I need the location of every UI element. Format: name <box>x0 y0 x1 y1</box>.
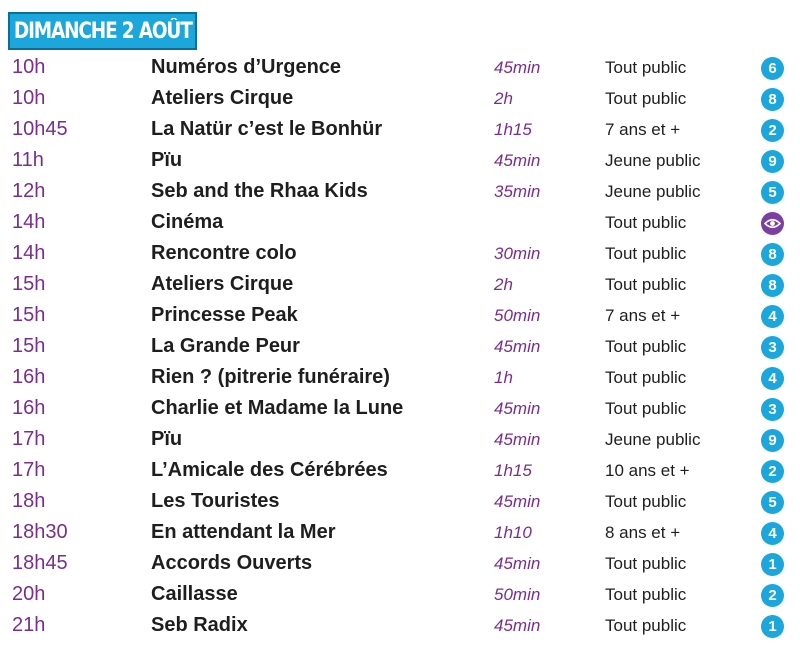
event-time: 17h <box>12 428 46 450</box>
schedule-row <box>0 518 800 549</box>
venue-badge: 4 <box>761 367 784 390</box>
event-title: En attendant la Mer <box>151 521 336 543</box>
schedule-row <box>0 394 800 425</box>
event-title: Accords Ouverts <box>151 552 313 574</box>
schedule-row <box>0 177 800 208</box>
event-title: Ateliers Cirque <box>151 87 294 109</box>
event-audience: Tout public <box>605 89 687 108</box>
venue-badge: 5 <box>761 181 784 204</box>
schedule-row <box>0 456 800 487</box>
event-time: 10h <box>12 56 46 78</box>
event-title: Seb Radix <box>151 614 248 636</box>
venue-badge: 2 <box>761 584 784 607</box>
event-audience: Tout public <box>605 275 687 294</box>
event-time: 18h30 <box>12 521 68 543</box>
event-time: 14h <box>12 211 46 233</box>
venue-badge: 4 <box>761 305 784 328</box>
schedule-row <box>0 239 800 270</box>
event-audience: Tout public <box>605 244 687 263</box>
event-title: Caillasse <box>151 583 238 605</box>
event-title: Seb and the Rhaa Kids <box>151 180 368 202</box>
event-duration: 45min <box>494 554 541 573</box>
event-duration: 1h10 <box>494 523 532 542</box>
schedule-row <box>0 425 800 456</box>
event-time: 18h45 <box>12 552 68 574</box>
schedule-list <box>0 53 800 642</box>
event-time: 12h <box>12 180 46 202</box>
schedule-row <box>0 580 800 611</box>
event-audience: Jeune public <box>605 430 701 449</box>
event-duration: 1h <box>494 368 513 387</box>
schedule-row <box>0 363 800 394</box>
event-duration: 50min <box>494 306 541 325</box>
event-title: La Natür c’est le Bonhür <box>151 118 383 140</box>
schedule-row <box>0 611 800 642</box>
event-duration: 45min <box>494 492 541 511</box>
event-audience: Tout public <box>605 554 687 573</box>
event-time: 10h45 <box>12 118 68 140</box>
venue-badge: 2 <box>761 460 784 483</box>
event-audience: 8 ans et + <box>605 523 681 542</box>
event-audience: Tout public <box>605 337 687 356</box>
event-title: Les Touristes <box>151 490 280 512</box>
event-duration: 45min <box>494 430 541 449</box>
event-audience: 10 ans et + <box>605 461 690 480</box>
event-duration: 45min <box>494 337 541 356</box>
event-duration: 35min <box>494 182 541 201</box>
event-audience: Jeune public <box>605 182 701 201</box>
schedule-row <box>0 332 800 363</box>
event-title: Pïu <box>151 149 183 171</box>
schedule-row <box>0 146 800 177</box>
venue-badge: 6 <box>761 57 784 80</box>
event-title: Ateliers Cirque <box>151 273 294 295</box>
event-time: 15h <box>12 304 46 326</box>
event-title: La Grande Peur <box>151 335 300 357</box>
venue-badge: 9 <box>761 150 784 173</box>
event-duration: 45min <box>494 616 541 635</box>
venue-badge: 8 <box>761 88 784 111</box>
event-audience: Tout public <box>605 213 687 232</box>
schedule-row <box>0 270 800 301</box>
event-title: Rencontre colo <box>151 242 297 264</box>
venue-badge: 1 <box>761 553 784 576</box>
venue-badge: 5 <box>761 491 784 514</box>
schedule-row <box>0 84 800 115</box>
event-audience: Tout public <box>605 616 687 635</box>
event-audience: Tout public <box>605 492 687 511</box>
event-duration: 2h <box>494 89 513 108</box>
event-time: 21h <box>12 614 46 636</box>
event-time: 10h <box>12 87 46 109</box>
event-audience: Tout public <box>605 58 687 77</box>
venue-badge: 3 <box>761 398 784 421</box>
event-audience: 7 ans et + <box>605 120 681 139</box>
event-time: 17h <box>12 459 46 481</box>
event-title: L’Amicale des Cérébrées <box>151 459 388 481</box>
event-duration: 45min <box>494 58 541 77</box>
event-audience: Tout public <box>605 399 687 418</box>
event-duration: 50min <box>494 585 541 604</box>
event-title: Pïu <box>151 428 183 450</box>
schedule-row <box>0 53 800 84</box>
event-duration: 1h15 <box>494 120 532 139</box>
venue-badge: 1 <box>761 615 784 638</box>
schedule-row <box>0 208 800 239</box>
event-audience: 7 ans et + <box>605 306 681 325</box>
event-title: Numéros d’Urgence <box>151 56 342 78</box>
event-title: Cinéma <box>151 211 224 233</box>
day-title: DIMANCHE 2 AOÛT <box>13 18 192 44</box>
event-time: 11h <box>12 149 44 171</box>
event-time: 15h <box>12 335 46 357</box>
schedule-row <box>0 301 800 332</box>
event-audience: Jeune public <box>605 151 701 170</box>
venue-badge: 9 <box>761 429 784 452</box>
event-title: Rien ? (pitrerie funéraire) <box>151 366 390 388</box>
event-title: Charlie et Madame la Lune <box>151 397 404 419</box>
schedule-row <box>0 115 800 146</box>
event-duration: 45min <box>494 399 541 418</box>
event-duration: 2h <box>494 275 513 294</box>
venue-badge: 2 <box>761 119 784 142</box>
venue-badge: 3 <box>761 336 784 359</box>
event-title: Princesse Peak <box>151 304 298 326</box>
event-audience: Tout public <box>605 368 687 387</box>
schedule-row <box>0 549 800 580</box>
event-time: 18h <box>12 490 46 512</box>
event-duration: 30min <box>494 244 541 263</box>
event-time: 20h <box>12 583 46 605</box>
event-duration: 45min <box>494 151 541 170</box>
event-time: 14h <box>12 242 46 264</box>
event-audience: Tout public <box>605 585 687 604</box>
event-time: 16h <box>12 366 46 388</box>
event-duration: 1h15 <box>494 461 532 480</box>
event-time: 15h <box>12 273 46 295</box>
eye-icon <box>761 212 784 235</box>
event-time: 16h <box>12 397 46 419</box>
day-banner <box>8 12 197 50</box>
venue-badge: 8 <box>761 274 784 297</box>
venue-badge: 8 <box>761 243 784 266</box>
schedule-row <box>0 487 800 518</box>
venue-badge: 4 <box>761 522 784 545</box>
